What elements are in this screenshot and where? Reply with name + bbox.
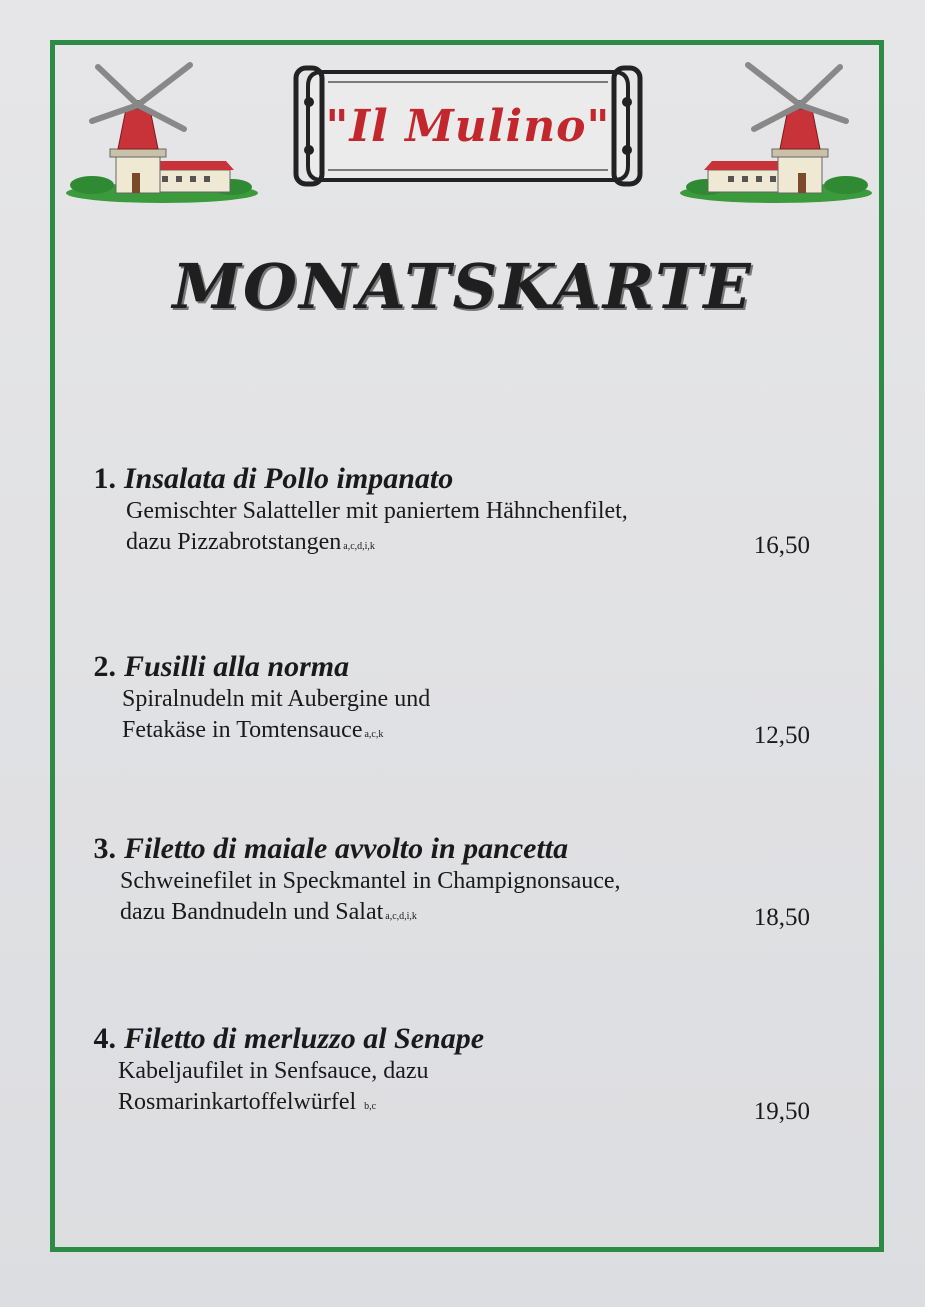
restaurant-name: "Il Mulino" [325, 100, 611, 152]
page-title: MONATSKARTE [172, 250, 753, 323]
menu-item-name: Filetto di maiale avvolto in pancetta [124, 832, 569, 865]
menu-item [70, 462, 830, 562]
menu-item [70, 832, 830, 932]
menu-item-heading [70, 1022, 830, 1056]
menu-item-description [126, 527, 830, 562]
allergen-codes: b,c [364, 1101, 377, 1112]
allergen-codes: a,c,d,i,k [343, 541, 375, 552]
menu-item-price: 18,50 [753, 904, 810, 931]
menu-item-name: Insalata di Pollo impanato [124, 462, 454, 495]
windmill-icon [62, 45, 262, 205]
menu-item-description: Schweinefilet in Speckmantel in Champignonsauce, [120, 868, 621, 894]
menu-item-name: Filetto di merluzzo al Senape [124, 1022, 485, 1055]
menu-item-number: 4. [93, 1022, 116, 1055]
menu-item-description-text: dazu Bandnudeln und Salat [120, 899, 384, 925]
menu-item-heading [70, 462, 830, 496]
menu-item-description: Spiralnudeln mit Aubergine und [122, 686, 431, 712]
menu-item-description-text: Rosmarinkartoffelwürfel [118, 1089, 357, 1115]
menu-item-description [120, 897, 830, 932]
menu-item-description: Gemischter Salatteller mit paniertem Hähnchenfilet, [126, 498, 628, 524]
menu-item-description [122, 715, 830, 750]
menu-item-price: 16,50 [753, 532, 810, 559]
allergen-codes: a,c,k [364, 729, 384, 740]
menu-item [70, 650, 830, 750]
allergen-codes: a,c,d,i,k [385, 911, 417, 922]
menu-item-number: 1. [93, 462, 116, 495]
menu-item-heading [70, 650, 830, 684]
menu-item-name: Fusilli alla norma [124, 650, 350, 683]
menu-item-number: 2. [93, 650, 116, 683]
menu-item-price: 12,50 [753, 722, 810, 749]
menu-item [70, 1022, 830, 1125]
windmill-icon [676, 45, 876, 205]
menu-item-description: Kabeljaufilet in Senfsauce, dazu [118, 1058, 429, 1084]
menu-item-description [118, 1087, 830, 1122]
menu-item-heading [70, 832, 830, 866]
menu-item-price: 19,50 [753, 1098, 810, 1125]
menu-item-description-text: dazu Pizzabrotstangen [126, 529, 342, 555]
menu-item-description-text: Fetakäse in Tomtensauce [122, 717, 363, 743]
logo-banner [292, 62, 644, 190]
menu-item-number: 3. [93, 832, 116, 865]
